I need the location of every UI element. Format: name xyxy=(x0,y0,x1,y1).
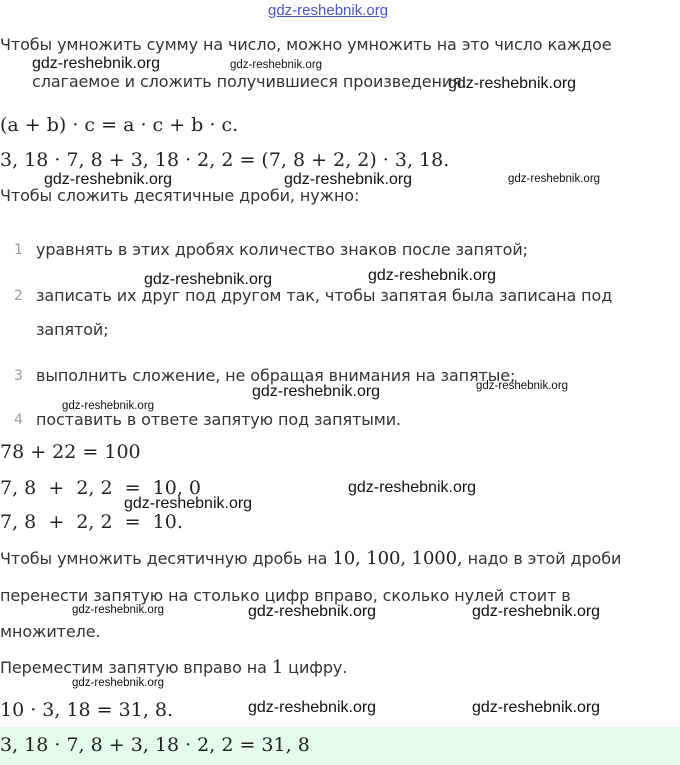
watermark: gdz-reshebnik.org xyxy=(368,267,497,284)
calc-sum-line: 78 + 22 = 100 xyxy=(0,441,141,463)
step-number: 1 xyxy=(14,242,23,258)
watermark: gdz-reshebnik.org xyxy=(72,677,165,689)
watermark: gdz-reshebnik.org xyxy=(44,171,173,188)
decimal-add-intro: Чтобы сложить десятичные дроби, нужно: xyxy=(0,186,360,205)
rule-distributive-line: Чтобы умножить сумму на число, можно умножить на это число каждое xyxy=(0,35,612,54)
rule-multiply-math: 10, 100, 1000, xyxy=(332,548,463,569)
shift-note-math: 1 xyxy=(271,657,284,678)
watermark: gdz-reshebnik.org xyxy=(230,59,323,71)
watermark: gdz-reshebnik.org xyxy=(32,55,161,72)
watermark: gdz-reshebnik.org xyxy=(248,699,377,716)
watermark: gdz-reshebnik.org xyxy=(508,173,601,185)
formula-applied: 3, 18 · 7, 8 + 3, 18 · 2, 2 = (7, 8 + 2, 2) · 3, 18. xyxy=(0,149,450,171)
watermark: gdz-reshebnik.org xyxy=(448,75,577,92)
formula-general: (a + b) · c = a · c + b · c. xyxy=(0,114,239,136)
rule-multiply-text: надо в этой дроби xyxy=(462,549,622,568)
step-text: запятой; xyxy=(36,320,109,339)
step-text: поставить в ответе запятую под запятыми. xyxy=(36,410,402,429)
watermark-top[interactable]: gdz-reshebnik.org xyxy=(268,2,389,19)
watermark: gdz-reshebnik.org xyxy=(72,604,165,616)
watermark: gdz-reshebnik.org xyxy=(284,171,413,188)
step-number: 4 xyxy=(14,412,23,428)
rule-multiply-line xyxy=(0,548,621,569)
step-text: выполнить сложение, не обращая внимания на запятые; xyxy=(36,366,516,385)
rule-multiply-text: Чтобы умножить десятичную дробь на xyxy=(0,549,333,568)
answer: 3, 18 · 7, 8 + 3, 18 · 2, 2 = 31, 8 xyxy=(0,734,310,756)
watermark: gdz-reshebnik.org xyxy=(476,380,569,392)
calc-product: 10 · 3, 18 = 31, 8. xyxy=(0,699,174,721)
rule-multiply-line: перенести запятую на столько цифр вправо, сколько нулей стоит в xyxy=(0,586,571,605)
rule-multiply-line: множителе. xyxy=(0,622,101,641)
watermark: gdz-reshebnik.org xyxy=(124,495,253,512)
watermark: gdz-reshebnik.org xyxy=(348,479,477,496)
shift-note-text: Переместим запятую вправо на xyxy=(0,658,272,677)
watermark: gdz-reshebnik.org xyxy=(472,699,601,716)
watermark: gdz-reshebnik.org xyxy=(248,603,377,620)
watermark: gdz-reshebnik.org xyxy=(144,271,273,288)
step-number: 3 xyxy=(14,368,23,384)
calc-sum-line: 7, 8 + 2, 2 = 10, 0 xyxy=(0,477,202,499)
watermark: gdz-reshebnik.org xyxy=(252,383,381,400)
step-text: записать их друг под другом так, чтобы запятая была записана под xyxy=(36,286,613,305)
step-text: уравнять в этих дробях количество знаков после запятой; xyxy=(36,240,528,259)
calc-sum-line: 7, 8 + 2, 2 = 10. xyxy=(0,511,183,533)
step-number: 2 xyxy=(14,288,23,304)
rule-distributive-line: слагаемое и сложить получившиеся произведения. xyxy=(32,72,467,91)
watermark: gdz-reshebnik.org xyxy=(62,400,155,412)
shift-note-text: цифру. xyxy=(283,658,348,677)
watermark: gdz-reshebnik.org xyxy=(472,603,601,620)
shift-note xyxy=(0,657,347,678)
